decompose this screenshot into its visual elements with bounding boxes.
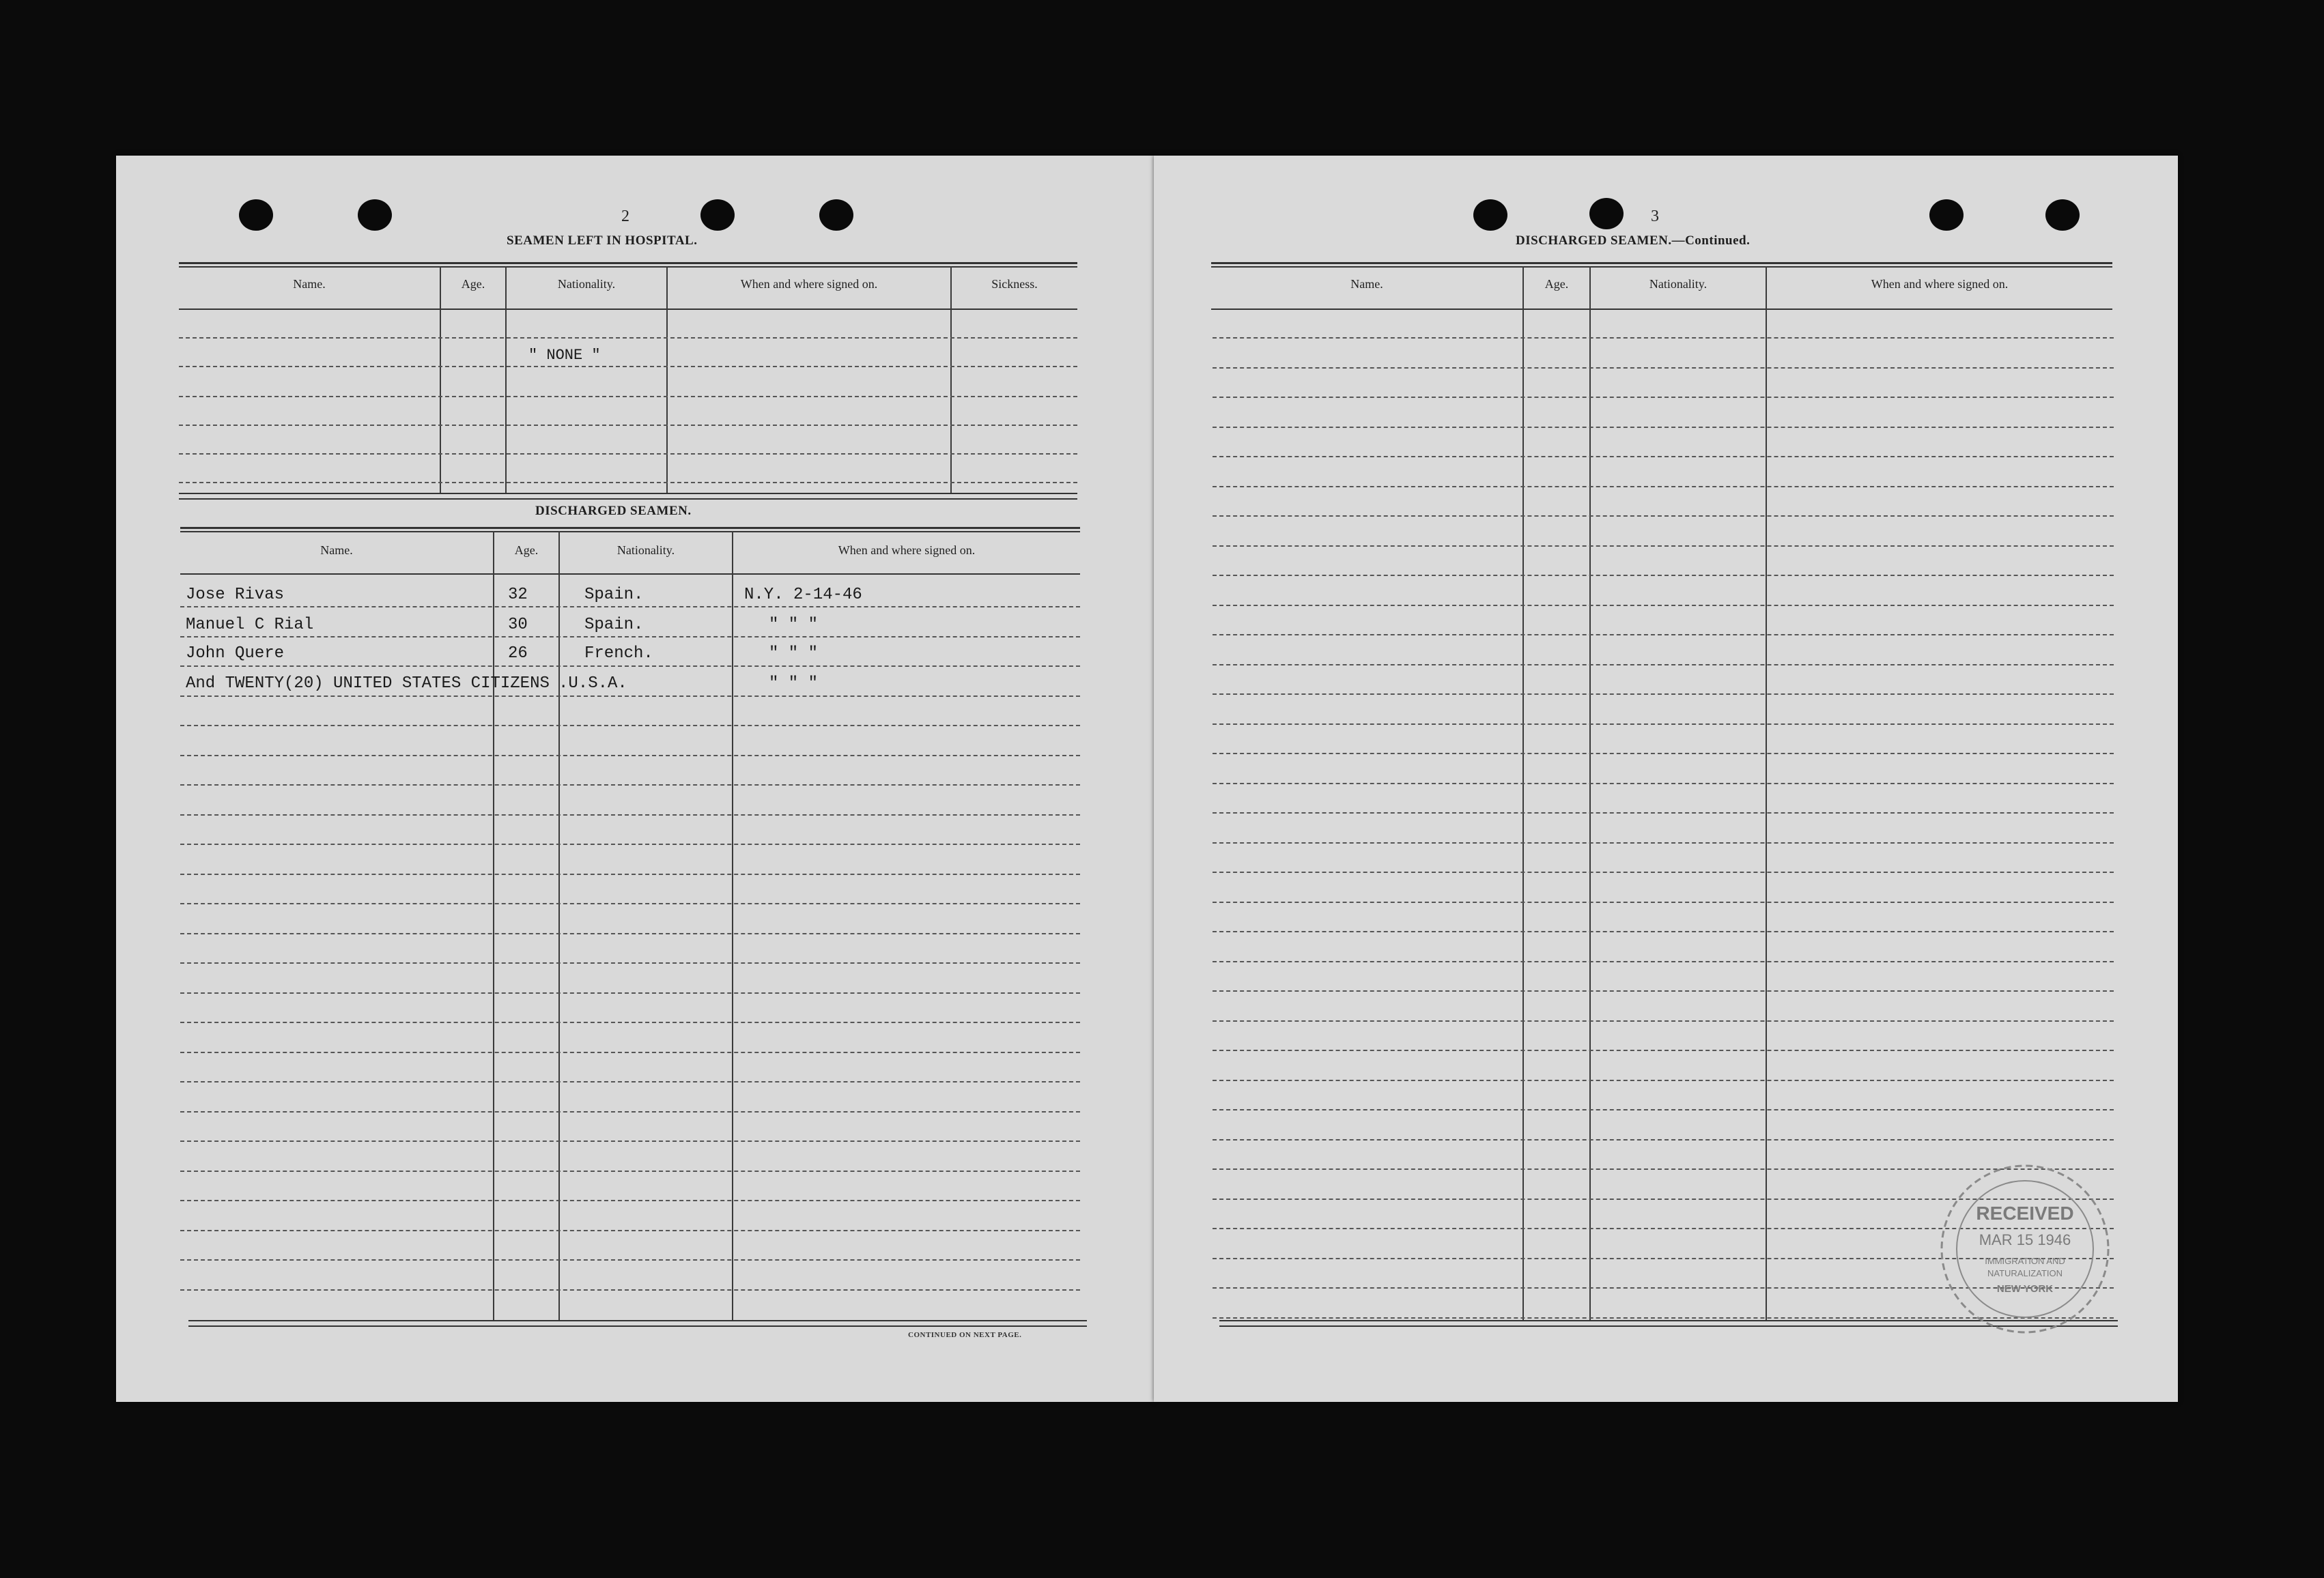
table-rule [188,1320,1087,1321]
ruled-line [1213,783,2114,784]
column-header-age: Age. [1544,277,1569,291]
ruled-line [1213,367,2114,369]
seaman-nationality: Spain. [584,616,644,634]
ruled-line [1213,1109,2114,1110]
ruled-line [1213,515,2114,517]
ruled-line [1213,872,2114,873]
punch-hole [1929,199,1964,231]
ruled-line [180,1081,1080,1082]
column-divider [950,266,952,493]
column-header-sickness: Sickness. [991,277,1038,291]
seaman-age: 30 [508,616,528,634]
seaman-signed-on: " " " [769,674,819,693]
table-rule [1211,309,2112,310]
ruled-line [179,396,1077,397]
column-divider [1766,266,1767,1321]
ruled-line [1213,397,2114,398]
table-rule [188,1325,1087,1327]
seaman-name: John Quere [186,644,285,663]
ruled-line [180,933,1080,934]
table-rule [179,262,1077,264]
column-header-signed-on: When and where signed on. [1871,277,2009,291]
table-rule [180,531,1080,532]
column-divider [1589,266,1591,1321]
column-divider [493,531,494,1321]
seaman-signed-on: N.Y. 2-14-46 [744,586,862,604]
page-number: 3 [1651,207,1659,225]
ruled-line [1213,1139,2114,1141]
stamp-city: NEW YORK [1996,1283,2054,1295]
ruled-line [180,636,1080,637]
discharged-continued-title: DISCHARGED SEAMEN.—Continued. [1516,233,1751,248]
ruled-line [1213,427,2114,428]
column-header-name: Name. [320,543,353,557]
table-rule [1211,262,2112,264]
ruled-line [180,1141,1080,1142]
ruled-line [1213,456,2114,457]
column-divider [558,531,560,1321]
left-page [116,156,1154,1402]
ruled-line [1213,337,2114,339]
ruled-line [1213,693,2114,695]
ruled-line [180,755,1080,756]
ruled-line [1213,753,2114,754]
column-divider [505,266,507,493]
ruled-line [180,814,1080,816]
seaman-nationality: French. [584,644,653,663]
punch-hole [1473,199,1507,231]
seaman-nationality: .U.S.A. [558,674,627,693]
ruled-line [179,425,1077,426]
column-header-age: Age. [461,277,485,291]
column-header-name: Name. [293,277,326,291]
ruled-line [1213,812,2114,814]
ruled-line [180,874,1080,875]
punch-hole [2045,199,2080,231]
ruled-line [1213,664,2114,665]
ruled-line [180,665,1080,667]
column-header-name: Name. [1350,277,1383,291]
ruled-line [1213,545,2114,547]
ruled-line [180,962,1080,964]
ruled-line [180,1022,1080,1023]
ruled-line [180,1230,1080,1231]
ruled-line [1213,961,2114,962]
ruled-line [1213,842,2114,844]
ruled-line [179,337,1077,339]
ruled-line [180,992,1080,994]
ruled-line [179,453,1077,455]
column-divider [440,266,441,493]
column-header-signed-on: When and where signed on. [740,277,878,291]
stamp-office-2: NATURALIZATION [1987,1268,2063,1278]
table-rule [180,573,1080,575]
seaman-name: Jose Rivas [186,586,285,604]
ruled-line [1213,634,2114,635]
column-header-nationality: Nationality. [617,543,675,557]
stamp-office-1: IMMIGRATION AND [1985,1256,2065,1266]
seaman-age: 26 [508,644,528,663]
discharged-section-title: DISCHARGED SEAMEN. [535,504,692,518]
punch-hole [700,199,735,231]
seaman-age: 32 [508,586,528,604]
hospital-section-title: SEAMEN LEFT IN HOSPITAL. [507,233,698,248]
received-stamp [1936,1160,2114,1338]
seaman-name: And TWENTY(20) UNITED STATES CITIZENS [186,674,550,693]
ruled-line [180,1171,1080,1172]
punch-hole [239,199,273,231]
ruled-line [179,482,1077,483]
ruled-line [180,903,1080,904]
ruled-line [1213,723,2114,725]
ruled-line [1213,575,2114,576]
page-number: 2 [621,207,629,225]
column-divider [666,266,668,493]
table-rule [180,527,1080,529]
ruled-line [180,606,1080,607]
ruled-line [1213,990,2114,992]
seaman-nationality: Spain. [584,586,644,604]
column-divider [1522,266,1524,1321]
stamp-date: MAR 15 1946 [1979,1231,2071,1248]
stamp-seal [1936,1160,2114,1338]
seaman-signed-on: " " " [769,616,819,634]
column-header-signed-on: When and where signed on. [838,543,976,557]
ruled-line [180,844,1080,845]
column-divider [732,531,733,1321]
seaman-signed-on: " " " [769,644,819,663]
table-rule [179,309,1077,310]
ruled-line [180,1111,1080,1113]
ruled-line [180,1259,1080,1261]
ruled-line [180,1289,1080,1291]
hospital-none-entry: " NONE " [528,347,601,364]
table-rule [179,493,1077,494]
column-header-age: Age. [514,543,539,557]
ruled-line [180,784,1080,786]
punch-hole [358,199,392,231]
stamp-received: RECEIVED [1976,1203,2074,1224]
ruled-line [1213,902,2114,903]
table-rule [179,498,1077,500]
ruled-line [1213,1020,2114,1022]
punch-hole [819,199,853,231]
column-header-nationality: Nationality. [1649,277,1707,291]
ruled-line [1213,486,2114,487]
ruled-line [180,1052,1080,1053]
continued-note: CONTINUED ON NEXT PAGE. [908,1331,1022,1339]
ruled-line [179,366,1077,367]
seaman-name: Manuel C Rial [186,616,314,634]
table-rule [1211,266,2112,268]
ruled-line [1213,1080,2114,1081]
ruled-line [180,695,1080,697]
ruled-line [1213,605,2114,606]
ruled-line [180,725,1080,726]
punch-hole [1589,198,1624,229]
table-rule [179,266,1077,268]
ruled-line [1213,931,2114,932]
column-header-nationality: Nationality. [557,277,616,291]
ruled-line [1213,1050,2114,1051]
ruled-line [180,1200,1080,1201]
